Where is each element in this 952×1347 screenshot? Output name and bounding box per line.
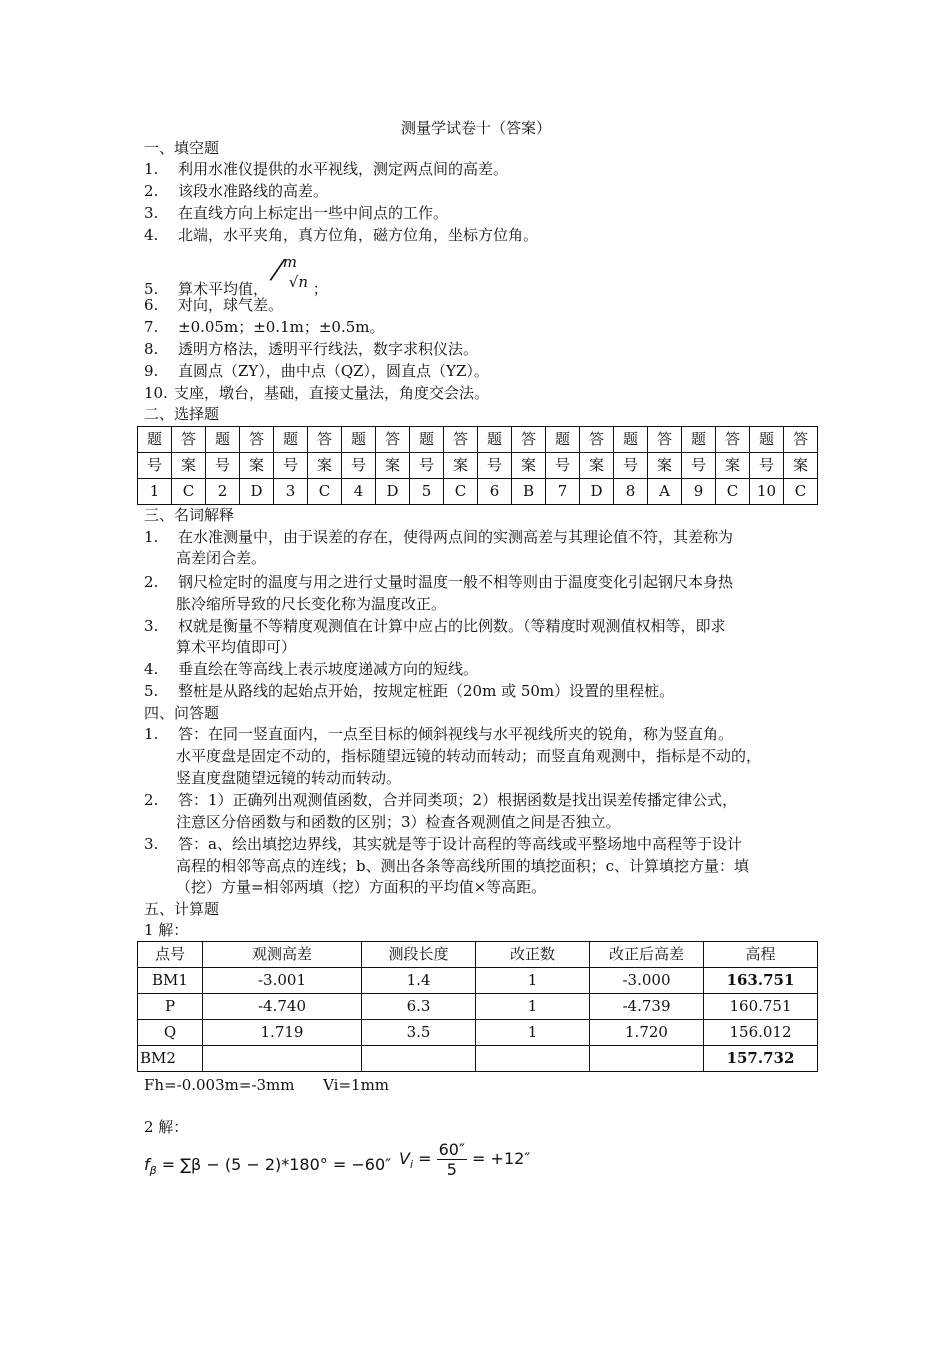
section-choice-heading: 二、选择题 (144, 405, 220, 423)
fill-in-item: 7. ±0.05m；±0.1m；±0.5m。 (144, 318, 385, 336)
fill-in-item: 5. 算术平均值， m / √n ； (144, 253, 328, 298)
fill-in-item: 6. 对向，球气差。 (144, 296, 284, 314)
fill-in-item: 8. 透明方格法，透明平行线法，数字求积仪法。 (144, 340, 479, 358)
qa-item: 2. 答：1）正确列出观测值函数，合并同类项；2）根据函数是找出误差传播定律公式， (144, 791, 738, 809)
qa-item-cont: 高程的相邻等高点的连线；b、测出各条等高线所围的填挖面积；c、计算填挖方量：填 (176, 857, 750, 875)
qa-item-cont: 注意区分倍函数与和函数的区别；3）检查各观测值之间是否独立。 (176, 813, 621, 831)
qa-item: 3. 答：a、绘出填挖边界线，其实就是等于设计高程的等高线或平整场地中高程等于设计 (144, 835, 742, 853)
correction-fraction: $\frac{60''}{5}$ (438, 1140, 465, 1179)
table-row: 点号 观测高差 测段长度 改正数 改正后高差 高程 (138, 942, 818, 968)
document-title: 测量学试卷十（答案） (400, 119, 551, 137)
table-row: BM1 -3.001 1.4 1 -3.000 163.751 (138, 968, 818, 994)
table-row: 1 C 2 D 3 C 4 D 5 C 6 B 7 D 8 A 9 C 10 C (138, 479, 818, 505)
fill-in-item: 4. 北端，水平夹角，真方位角，磁方位角，坐标方位角。 (144, 226, 539, 244)
table-row: 号 案 号 案 号 案 号 案 号 案 号 案 号 案 号 案 号 案 号 案 (138, 453, 818, 479)
fill-in-item: 3. 在直线方向上标定出一些中间点的工作。 (144, 204, 449, 222)
term-item-cont: 高差闭合差。 (176, 549, 267, 567)
solution-1-label: 1 解： (144, 921, 189, 939)
term-item-cont: 胀冷缩所导致的尺长变化称为温度改正。 (176, 595, 447, 613)
term-item: 4. 垂直绘在等高线上表示坡度递减方向的短线。 (144, 660, 479, 678)
angle-closure-formula: $f_\beta = \sum\beta - (5 - 2)*180^\circ = -60''$ (144, 1155, 392, 1178)
table-row: P -4.740 6.3 1 -4.739 160.751 (138, 994, 818, 1020)
fill-in-item: 10. 支座，墩台，基础，直接丈量法，角度交会法。 (144, 384, 490, 402)
fill-in-item: 2. 该段水准路线的高差。 (144, 182, 329, 200)
choice-answer-table (137, 426, 818, 505)
leveling-calc-table (137, 941, 818, 1072)
term-item: 2. 钢尺检定时的温度与用之进行丈量时温度一般不相等则由于温度变化引起钢尺本身热 (144, 573, 734, 591)
section-terms-heading: 三、名词解释 (144, 506, 235, 524)
term-item: 3. 权就是衡量不等精度观测值在计算中应占的比例数。（等精度时观测值权相等，即求 (144, 617, 726, 635)
solution-2-label: 2 解： (144, 1118, 189, 1136)
m-over-root-n-formula: m / √n (267, 253, 309, 291)
closure-note: Fh=-0.003m=-3mm Vi=1mm (144, 1076, 390, 1094)
qa-item-cont: （挖）方量=相邻两填（挖）方面积的平均值×等高距。 (176, 878, 547, 896)
section-fill-in-heading: 一、填空题 (144, 139, 220, 157)
qa-item-cont: 水平度盘是固定不动的，指标随望远镜的转动而转动；而竖直角观测中，指标是不动的， (176, 747, 762, 765)
qa-item: 1. 答：在同一竖直面内，一点至目标的倾斜视线与水平视线所夹的锐角，称为竖直角。 (144, 725, 734, 743)
section-qa-heading: 四、问答题 (144, 704, 220, 722)
term-item-cont: 算术平均值即可） (176, 638, 297, 656)
table-row: Q 1.719 3.5 1 1.720 156.012 (138, 1020, 818, 1046)
term-item: 5. 整桩是从路线的起始点开始，按规定桩距（20m 或 50m）设置的里程桩。 (144, 682, 675, 700)
term-item: 1. 在水准测量中，由于误差的存在，使得两点间的实测高差与其理论值不符，其差称为 (144, 528, 734, 546)
table-row: 题 答 题 答 题 答 题 答 题 答 题 答 题 答 题 答 题 答 题 答 (138, 427, 818, 453)
correction-formula: $V_i$ = $\frac{60''}{5}$ = +12″ (399, 1140, 531, 1179)
fill-in-item: 9. 直圆点（ZY），曲中点（QZ），圆直点（YZ）。 (144, 362, 489, 380)
table-row: BM2 157.732 (138, 1046, 818, 1072)
qa-item-cont: 竖直度盘随望远镜的转动而转动。 (176, 769, 402, 787)
section-calc-heading: 五、计算题 (144, 900, 220, 918)
fill-in-item: 1. 利用水准仪提供的水平视线，测定两点间的高差。 (144, 160, 509, 178)
